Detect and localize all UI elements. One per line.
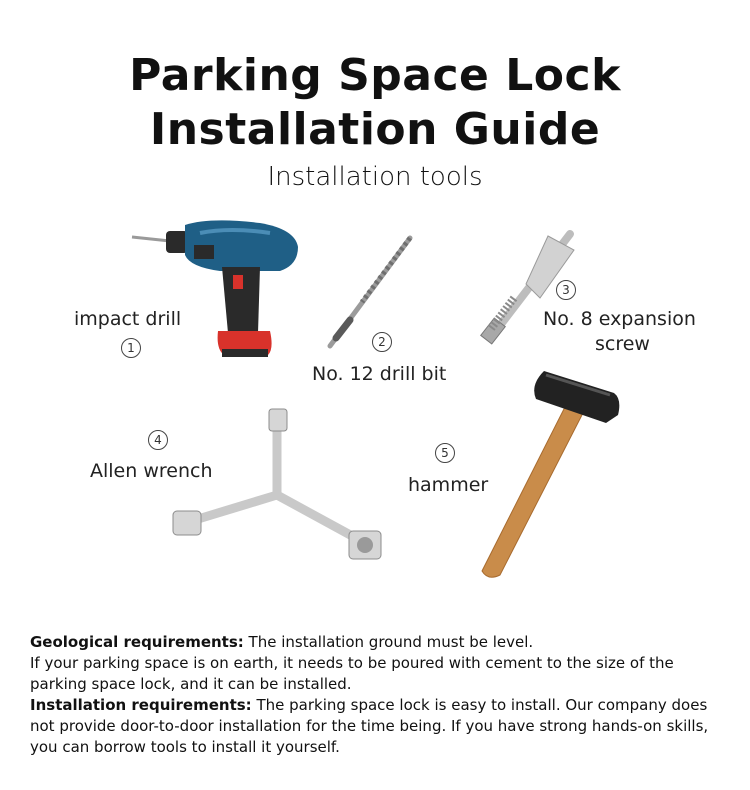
page-title-line2: Installation Guide [149,104,601,155]
page-title-line1: Parking Space Lock [129,50,621,101]
impact-drill-image [130,215,305,365]
allen-wrench-image [165,405,390,570]
drill-bit-image [322,234,417,354]
expansion-screw-label-line1: No. 8 expansion [543,308,696,330]
page-subtitle: Installation tools [267,162,483,192]
hammer-number: 5 [435,443,455,463]
hammer-label: hammer [408,474,489,496]
expansion-screw-label-line2: screw [595,333,650,355]
installation-text: The parking space lock is easy to install. Our company does not provide door-to-door installation for the time being. If you have strong hands-on skills, you can borrow tools to install it yourself. [30,696,709,756]
drill-bit-label: No. 12 drill bit [312,363,447,385]
allen-wrench-label: Allen wrench [90,460,213,482]
installation-requirements [30,695,730,758]
allen-wrench-number: 4 [148,430,168,450]
geological-detail: If your parking space is on earth, it needs to be poured with cement to the size of the parking space lock, and it can be installed. [30,654,674,693]
geological-heading: Geological requirements: [30,633,244,651]
hammer-image [474,365,624,585]
drill-bit-number: 2 [372,332,392,352]
geological-requirements [30,632,730,653]
impact-drill-number: 1 [121,338,141,358]
geological-text: The installation ground must be level. [243,633,534,651]
installation-heading: Installation requirements: [30,696,252,714]
impact-drill-label: impact drill [74,308,182,330]
requirements-text [30,632,730,758]
expansion-screw-number: 3 [556,280,576,300]
